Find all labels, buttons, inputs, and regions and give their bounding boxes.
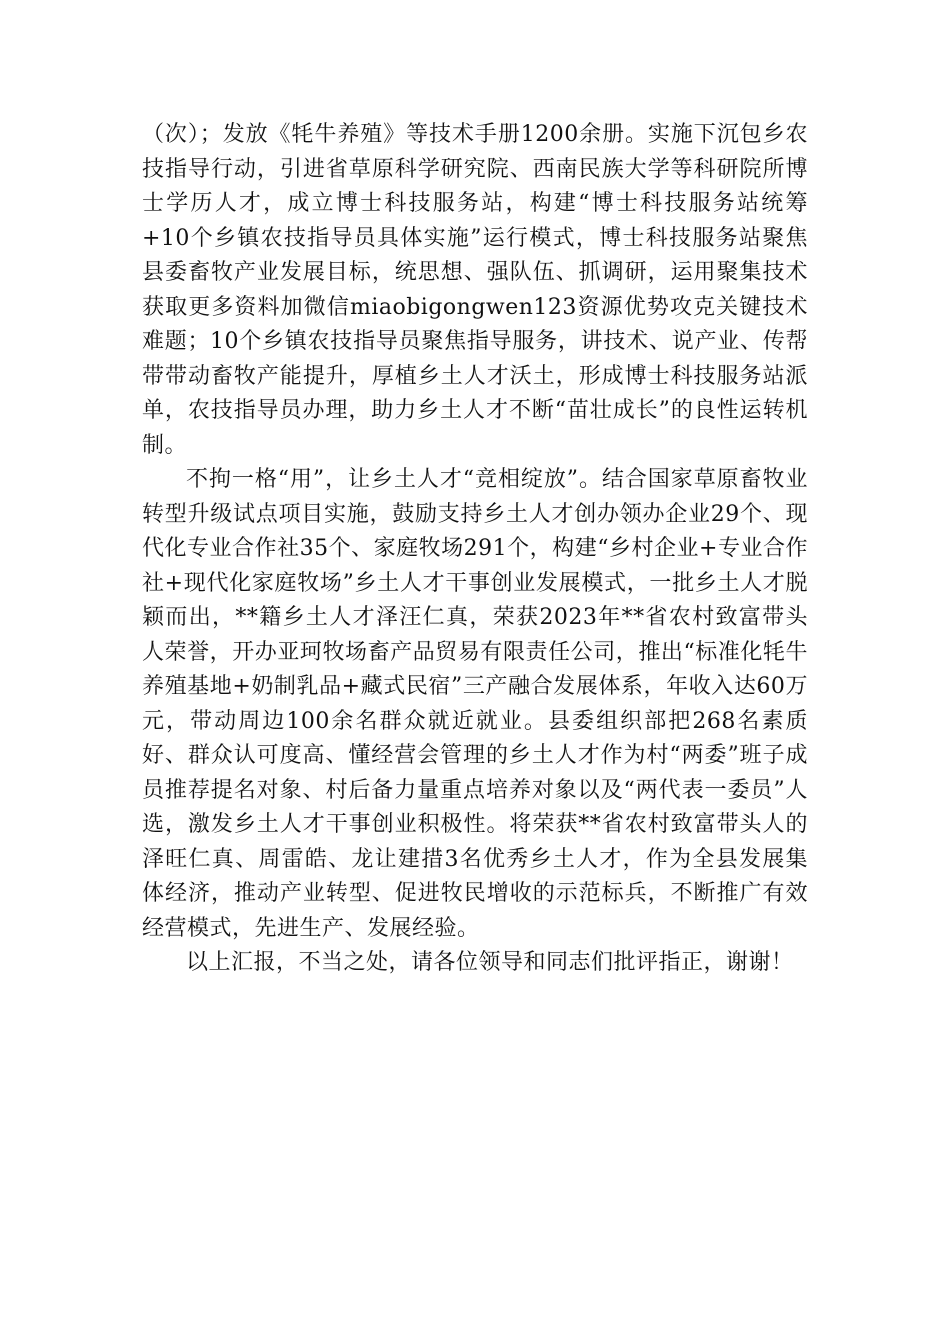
document-page (142, 118, 808, 981)
paragraph-closing: 以上汇报，不当之处，请各位领导和同志们批评指正，谢谢！ (186, 950, 794, 975)
paragraph-talent-usage: 不拘一格“用”，让乡土人才“竞相绽放”。结合国家草原畜牧业转型升级试点项目实施，鼓励支持乡土人才创办领办企业29个、现代化专业合作社35个、家庭牧场291个，构建“乡村企业+专业合作社+现代化家庭牧场”乡土人才干事创业发展模式，一批乡土人才脱颖而出，**籍乡土人才泽汪仁真，荣获2023年**省农村致富带头人荣誉，开办亚珂牧场畜产品贸易有限责任公司，推出“标准化牦牛养殖基地+奶制乳品+藏式民宿”三产融合发展体系，年收入达60万元，带动周边100余名群众就近就业。县委组织部把268名素质好、群众认可度高、懂经营会管理的乡土人才作为村“两委”班子成员推荐提名对象、村后备力量重点培养对象以及“两代表一委员”人选，激发乡土人才干事创业积极性。将荣获**省农村致富带头人的泽旺仁真、周雷皓、龙让建措3名优秀乡土人才，作为全县发展集体经济，推动产业转型、促进牧民增收的示范标兵，不断推广有效经营模式，先进生产、发展经验。 (142, 467, 808, 941)
paragraph-continued: （次）；发放《牦牛养殖》等技术手册1200余册。实施下沉包乡农技指导行动，引进省草原科学研究院、西南民族大学等科研院所博士学历人才，成立博士科技服务站，构建“博士科技服务站统筹+10个乡镇农技指导员具体实施”运行模式，博士科技服务站聚焦县委畜牧产业发展目标，统思想、强队伍、抓调研，运用聚集技术获取更多资料加微信miaobigongwen123资源优势攻克关键技术难题；10个乡镇农技指导员聚焦指导服务，讲技术、说产业、传帮带带动畜牧产能提升，厚植乡土人才沃土，形成博士科技服务站派单，农技指导员办理，助力乡土人才不断“苗壮成长”的良性运转机制。 (142, 122, 808, 458)
